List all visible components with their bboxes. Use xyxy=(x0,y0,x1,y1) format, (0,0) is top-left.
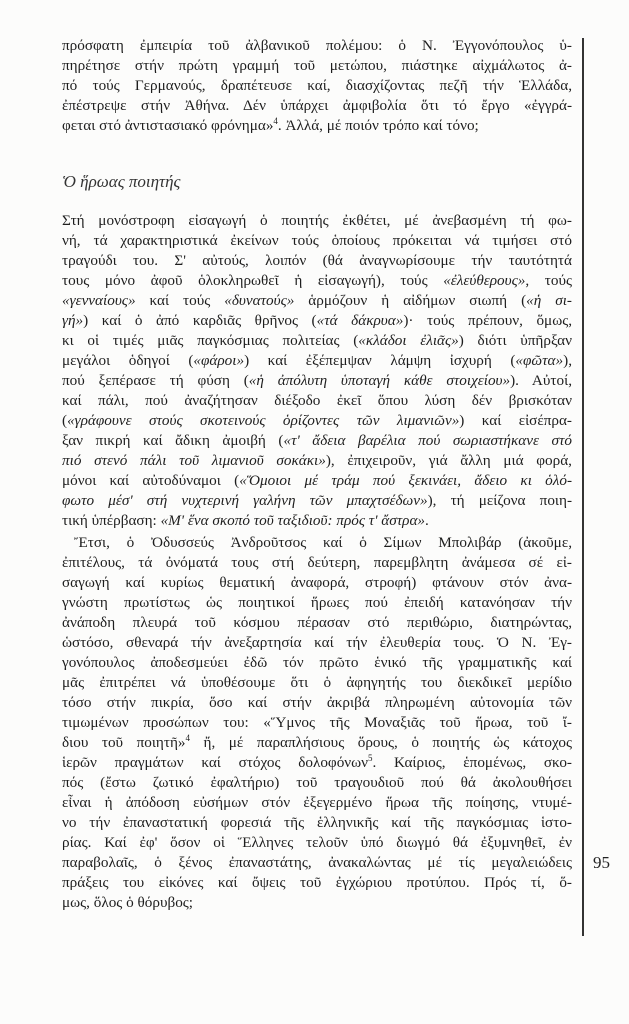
text-run: παραβολαῖς, ὁ ξένος ἐπαναστάτης, ἀνακαλώντας μέ τίς μεγαλειώδεις xyxy=(62,854,572,871)
italic-quote: πιό στενό πάλι τοῦ λιμανιοῦ σοκάκι» xyxy=(62,452,326,469)
text-line xyxy=(62,211,572,231)
footnote-ref: 5 xyxy=(368,753,373,763)
paragraph-intro xyxy=(62,211,572,531)
text-run: καί τούς xyxy=(135,292,225,309)
text-run: ) καί ὁ ἀπό καρδιᾶς θρῆνος ( xyxy=(83,312,317,329)
text-line xyxy=(62,491,572,511)
text-line xyxy=(62,451,572,471)
text-run: τόσο στήν πικρία, ὅσο καί στήν ἀκριβά πληρωμένη αὐτονομία τῶν xyxy=(62,694,572,711)
text-run: ), ἐπιχειροῦν, γιά ἄλλη μιά φορά, xyxy=(325,452,572,469)
text-run: . Ἀλλά, μέ ποιόν τρόπο καί τόνο; xyxy=(277,117,479,134)
text-line xyxy=(62,411,572,431)
text-run: ἱερῶν πραγμάτων καί στόχος δολοφόνων xyxy=(62,754,369,771)
text-run: τιμωμένων προσώπων του: «Ὕμνος τῆς Μοναξιᾶς τοῦ ἥρωα, τοῦ ἴ- xyxy=(62,714,572,731)
text-line xyxy=(62,116,572,136)
text-run: καί πάλι, πού ἀναζήτησαν διέξοδο ἐκεῖ ὅπου λύση δέν βρισκόταν xyxy=(62,392,572,409)
text-run: ἐπέστρεψε στήν Ἀθήνα. Δέν ὑπάρχει ἀμφιβολία ὅτι τό ἔργο «ἐγγρά- xyxy=(62,97,572,114)
text-run: ) καί ἐξέπεμψαν λάμψη ἰσχυρή ( xyxy=(244,352,516,369)
text-run: νο τήν ἐπαναστατική φορεσιά τῆς ἑλληνικῆς καί τῆς παγκόσμιας ἱστο- xyxy=(62,814,572,831)
text-run: τους μόνο ἀφοῦ ὁλοκληρωθεῖ ἡ εἰσαγωγή), τούς xyxy=(62,272,444,289)
text-run: ) διότι ὑπῆρξαν xyxy=(458,332,572,349)
text-line xyxy=(62,391,572,411)
text-run: ξαν πικρή καί ἄδικη ἀμοιβή ( xyxy=(62,432,284,449)
text-line xyxy=(62,753,572,773)
margin-rule xyxy=(582,38,584,936)
text-line xyxy=(62,371,572,391)
text-run: ρίας. Καί ἐφ' ὅσον οἱ Ἕλληνες τελοῦν ὑπό διωγμό θά ἐξυμνηθεῖ, ἐν xyxy=(62,834,572,851)
italic-quote: «κλάδοι ἐλιᾶς» xyxy=(358,332,459,349)
text-run: μόνοι καί αὐτοδύναμοι ( xyxy=(62,472,240,489)
italic-quote: «Ὅμοιοι μέ τράμ πού ξεκινάει, ἄδειο κι ὁλό- xyxy=(239,472,573,489)
text-line xyxy=(62,793,572,813)
text-line xyxy=(62,76,572,96)
italic-quote: «ἡ σι- xyxy=(526,292,572,309)
text-line xyxy=(62,251,572,271)
footnote-ref: 4 xyxy=(273,116,278,126)
text-line xyxy=(62,533,572,553)
text-run: κι οἱ τιμές μιᾶς παγκόσμιας πολιτείας ( xyxy=(62,332,359,349)
italic-quote: «τ' ἄδεια βαρέλια πού σωριαστήκανε στό xyxy=(283,432,573,449)
text-run: γονόπουλος ἀποδεσμεύει ἐδῶ τόν πρῶτο ἑνικό τῆς γραμματικῆς καί xyxy=(62,654,572,671)
text-line xyxy=(62,56,572,76)
text-line xyxy=(62,593,572,613)
text-run: πού ξεπέρασε τή φύση ( xyxy=(62,372,249,389)
text-line xyxy=(62,96,572,116)
text-run: εἶναι ἡ ἀπόδοση εὐσήμων στόν ἐξεγερμένο ἥρωα τῆς ποίησης, ντυμέ- xyxy=(62,794,572,811)
text-run: Ἔτσι, ὁ Ὀδυσσεύς Ἀνδροῦτσος καί ὁ Σίμων Μπολιβάρ (ἀκοῦμε, xyxy=(74,534,572,551)
text-run: γνώστη πρωτίστως ὡς ποιητικοί ἥρωες πού ἐπειδή κατανόησαν τήν xyxy=(62,594,572,611)
text-run: πρόσφατη ἐμπειρία τοῦ ἀλβανικοῦ πολέμου: ὁ Ν. Ἐγγονόπουλος ὑ- xyxy=(62,37,572,54)
text-run: . Καίριος, ἑπομένως, σκο- xyxy=(372,754,572,771)
text-line xyxy=(62,613,572,633)
page-number: 95 xyxy=(593,853,610,872)
text-run: μεγάλοι ὁδηγοί ( xyxy=(62,352,194,369)
text-line xyxy=(62,553,572,573)
italic-quote: «φῶτα» xyxy=(515,352,564,369)
text-run: )· τούς πρέπουν, ὅμως, xyxy=(403,312,573,329)
text-run: Στή μονόστροφη εἰσαγωγή ὁ ποιητής ἐκθέτει, μέ ἀνεβασμένη τή φω- xyxy=(62,212,572,229)
text-run: νή, τά χαρακτηριστικά ἐκείνων τούς ὁποίους πρόκειται νά τιμήσει στό xyxy=(62,232,572,249)
text-run: διου τοῦ ποιητῆ» xyxy=(62,734,186,751)
italic-quote: «δυνατούς» xyxy=(224,292,295,309)
italic-quote: φωτο μέσ' στή νυχτερινή γαλήνη τῶν μπαχτσέδων» xyxy=(62,492,428,509)
section-heading: Ὁ ἥρωας ποιητής xyxy=(62,172,181,191)
text-run: ἤ, μέ παραπλήσιους ὅρους, ὁ ποιητής ὡς κάτοχος xyxy=(190,734,572,751)
text-run: φεται στό ἀντιστασιακό φρόνημα» xyxy=(62,117,274,134)
text-run: πός (ἔστω ζωτικό ἐφαλτήριο) τοῦ τραγουδιοῦ πού θά ἀκολουθήσει xyxy=(62,774,572,791)
text-line xyxy=(62,471,572,491)
text-run: ἀνάποδη πλευρά τοῦ κόσμου πέρασαν στό περιθώριο, διατηρώντας, xyxy=(62,614,572,631)
italic-quote: «ἡ ἀπόλυτη ὑποταγή κάθε στοιχείου» xyxy=(248,372,511,389)
text-line xyxy=(62,311,572,331)
text-run: πηρέτησε στήν πρώτη γραμμή τοῦ μετώπου, πιάστηκε αἰχμάλωτος ἀ- xyxy=(62,57,572,74)
text-run: ), xyxy=(563,352,572,369)
text-line xyxy=(62,271,572,291)
text-run: σαγωγή καί κυρίως θεματική ἀναφορά, στροφή) φτάνουν στόν ἀνα- xyxy=(62,574,572,591)
text-run: ( xyxy=(62,412,68,429)
text-line xyxy=(62,653,572,673)
italic-quote: «φάροι» xyxy=(193,352,245,369)
text-line xyxy=(62,231,572,251)
italic-quote: «τά δάκρυα» xyxy=(316,312,404,329)
footnote-ref: 4 xyxy=(185,733,191,743)
text-line xyxy=(62,331,572,351)
text-line xyxy=(62,893,572,913)
text-run: ἁρμόζουν ἡ αἰδήμων σιωπή ( xyxy=(294,292,527,309)
text-run: ὡστόσο, σθεναρά τήν ἀνεξαρτησία καί τήν ἐλευθερία τους. Ὁ Ν. Ἐγ- xyxy=(62,634,572,651)
text-line xyxy=(62,36,572,56)
text-line xyxy=(62,773,572,793)
italic-quote: «γενναίους» xyxy=(62,292,136,309)
text-run: ) καί εἰσέπρα- xyxy=(459,412,572,429)
paragraph-continuation xyxy=(62,36,572,136)
text-line xyxy=(62,511,572,531)
paragraph-heroes xyxy=(62,533,572,913)
text-line xyxy=(62,673,572,693)
text-run: μως, ὅλος ὁ θόρυβος; xyxy=(62,894,194,911)
text-run: , τούς xyxy=(525,272,573,289)
text-run: πράξεις του εἰκόνες καί ὄψεις τοῦ ἐγχώριου προτύπου. Πρός τί, ὅ- xyxy=(62,874,572,891)
text-run: τική ὑπέρβαση: xyxy=(62,512,161,529)
text-line xyxy=(62,431,572,451)
text-run: ἐπιτέλους, τά ὀνόματά τους στή δεύτερη, παρεμβλητη ἀνάμεσα σέ εἰ- xyxy=(62,554,572,571)
italic-quote: «Μ' ἕνα σκοπό τοῦ ταξιδιοῦ: πρός τ' ἄστρα» xyxy=(160,512,426,529)
text-line xyxy=(62,833,572,853)
text-line xyxy=(62,351,572,371)
text-line xyxy=(62,813,572,833)
text-line xyxy=(62,853,572,873)
text-run: μᾶς ἐπιτρέπει νά ὑποθέσουμε ὅτι ὁ ἀφηγητής του διεκδικεῖ μερίδιο xyxy=(62,674,572,691)
text-run: ). Αὐτοί, xyxy=(510,372,573,389)
text-line xyxy=(62,633,572,653)
text-line xyxy=(62,873,572,893)
text-run: ), τή μείζονα ποιη- xyxy=(427,492,573,509)
text-line xyxy=(62,733,572,753)
text-run: πό τούς Γερμανούς, δραπέτευσε καί, διασχίζοντας πεζῆ τήν Ἑλλάδα, xyxy=(62,77,572,94)
text-line xyxy=(62,291,572,311)
text-run: . xyxy=(425,512,429,529)
italic-quote: γή» xyxy=(62,312,84,329)
text-run: τραγούδι του. Σ' αὐτούς, λοιπόν (θά ἀναγνωρίσουμε τήν ταυτότητά xyxy=(62,252,572,269)
text-line xyxy=(62,573,572,593)
italic-quote: «γράφουνε στούς σκοτεινούς ὁρίζοντες τῶν λιμανιῶν» xyxy=(67,412,460,429)
italic-quote: «ἐλεύθερους» xyxy=(443,272,526,289)
text-line xyxy=(62,693,572,713)
text-line xyxy=(62,713,572,733)
